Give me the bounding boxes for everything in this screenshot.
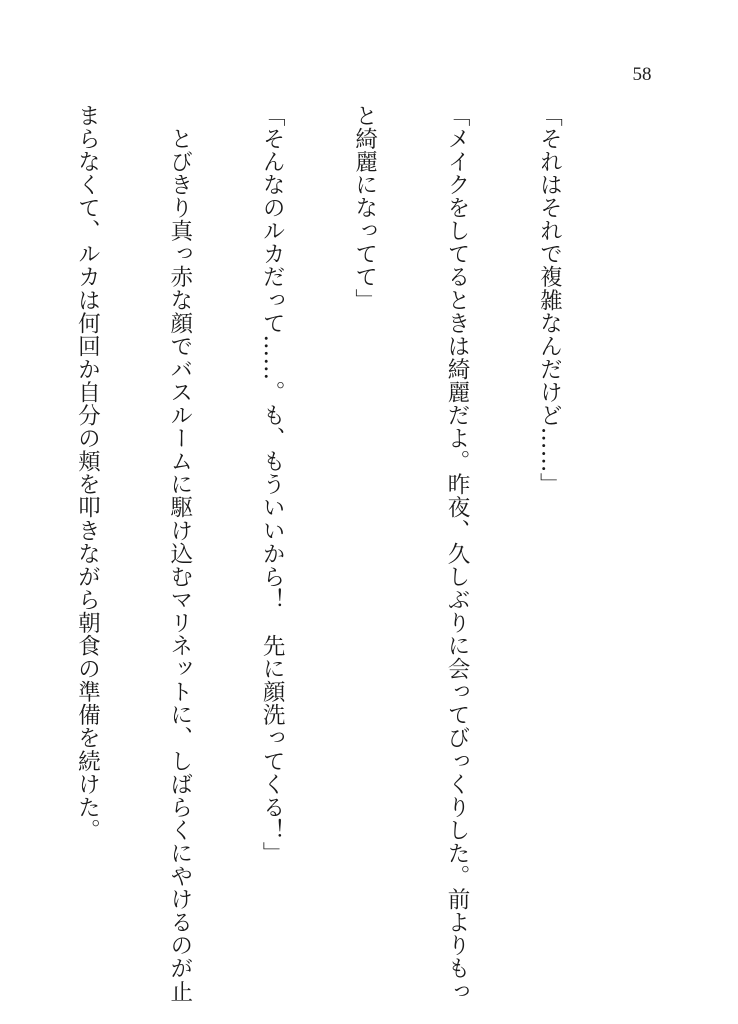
body-text	[74, 104, 626, 1003]
text-line: 「そんなのルカだって……。も、もういいから！ 先に顔洗ってくる！」	[259, 104, 286, 865]
text-line: と綺麗になってて」	[351, 104, 378, 312]
text-line: 「メイクをしてるときは綺麗だよ。昨夜、久しぶりに会ってびっくりした。前よりもっ	[444, 104, 471, 1003]
blank-line	[0, 104, 10, 954]
page-number: 58	[632, 64, 652, 85]
text-line: とびきり真っ赤な顔でバスルームに駆け込むマリネットに、しばらくにやけるのが止	[166, 104, 193, 1003]
text-line: まらなくて、ルカは何回か自分の頬を叩きながら朝食の準備を続けた。	[74, 104, 101, 842]
text-line: 「それはそれで複雑なんだけど……」	[536, 104, 563, 496]
